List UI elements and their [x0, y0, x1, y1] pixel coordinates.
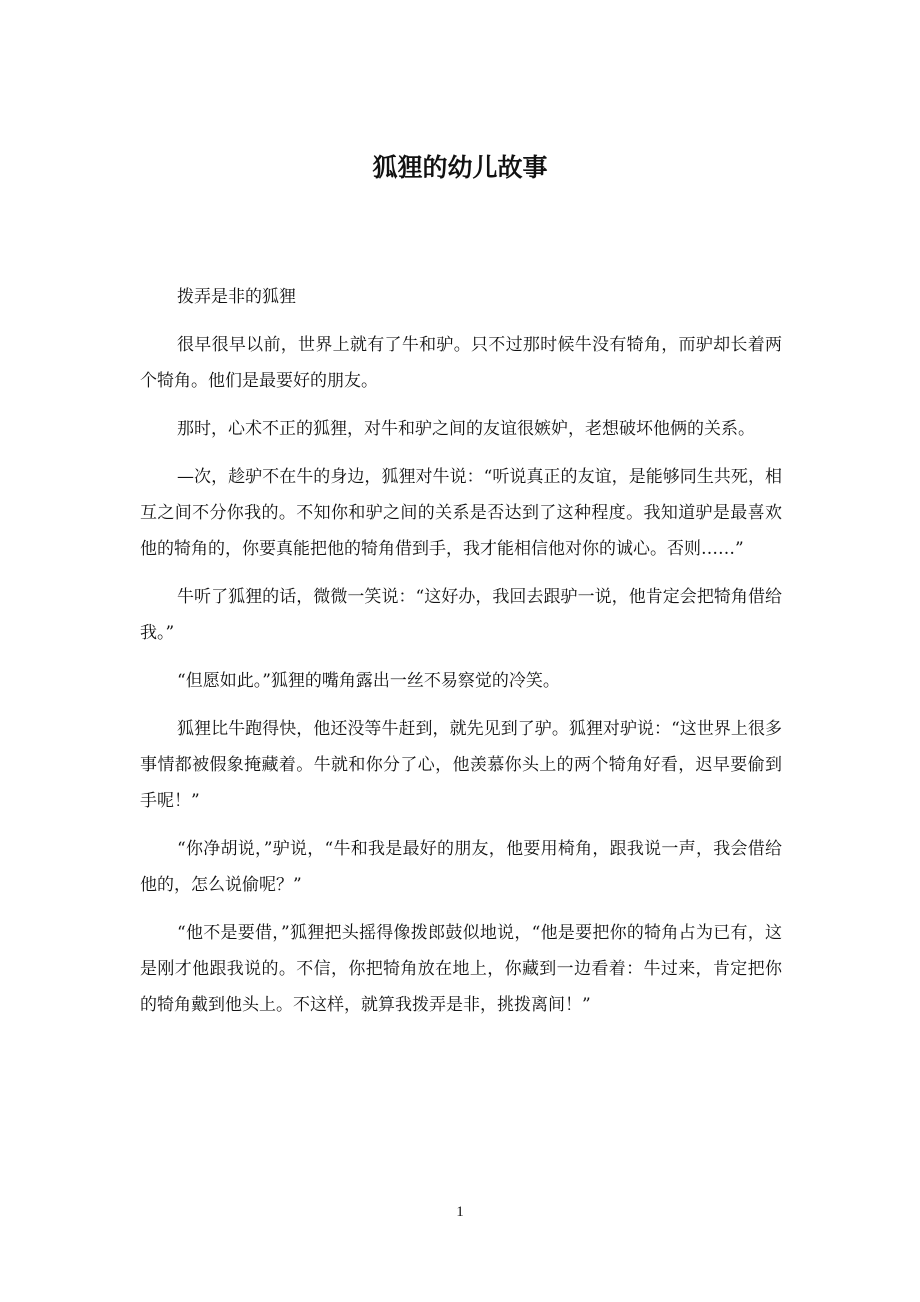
page-number: 1 — [456, 1204, 464, 1220]
paragraph: 牛听了狐狸的话，微微一笑说：“这好办，我回去跟驴一说，他肯定会把犄角借给我。” — [140, 587, 782, 643]
paragraph-subtitle: 拨弄是非的狐狸 — [177, 287, 296, 307]
paragraph: 很早很早以前，世界上就有了牛和驴。只不过那时候牛没有犄角，而驴却长着两个犄角。他们是最要好的朋友。 — [140, 335, 782, 391]
document-title: 狐狸的幼儿故事 — [372, 153, 548, 182]
paragraph: “他不是要借，”狐狸把头摇得像拨郎鼓似地说，“他是要把你的犄角占为已有，这是刚才他跟我说的。不信，你把犄角放在地上，你藏到一边看着：牛过来，肯定把你的犄角戴到他头上。不这样，就算我拨弄是非，挑拨离间！” — [140, 923, 782, 1015]
paragraph: 那时，心术不正的狐狸，对牛和驴之间的友谊很嫉妒，老想破坏他俩的关系。 — [177, 419, 755, 439]
document-body — [140, 279, 782, 1035]
paragraph: 狐狸比牛跑得快，他还没等牛赶到，就先见到了驴。狐狸对驴说：“这世界上很多事情都被假象掩藏着。牛就和你分了心，他羡慕你头上的两个犄角好看，迟早要偷到手呢！” — [140, 719, 782, 811]
paragraph: “但愿如此。”狐狸的嘴角露出一丝不易察觉的冷笑。 — [177, 671, 560, 691]
paragraph: —次，趁驴不在牛的身边，狐狸对牛说：“听说真正的友谊，是能够同生共死，相互之间不分你我的。不知你和驴之间的关系是否达到了这种程度。我知道驴是最喜欢他的犄角的，你要真能把他的犄角借到手，我才能相信他对你的诚心。否则……” — [140, 467, 782, 559]
paragraph: “你净胡说，”驴说，“牛和我是最好的朋友，他要用椅角，跟我说一声，我会借给他的，怎么说偷呢？” — [140, 839, 782, 895]
